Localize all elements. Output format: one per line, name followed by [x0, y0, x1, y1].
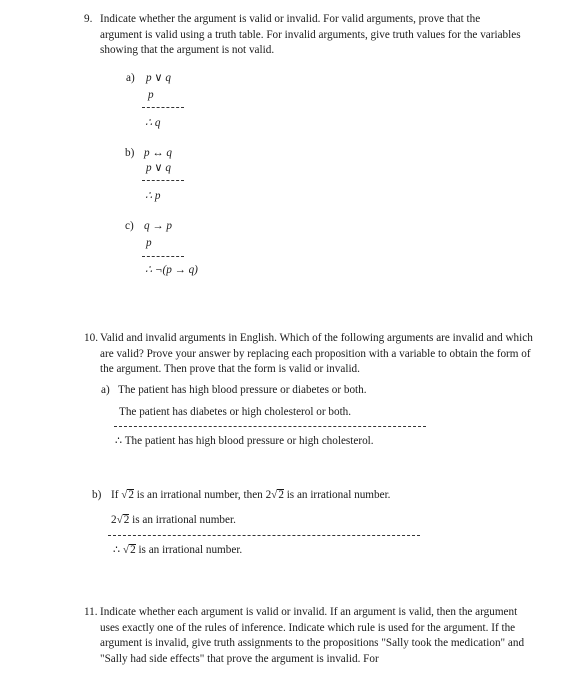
- part-label-9a: a): [126, 72, 135, 84]
- premise-1-9c: q → p: [144, 220, 172, 232]
- part-label-9c: c): [125, 220, 134, 232]
- radical-sign: √: [121, 489, 128, 501]
- question-number: 10.: [84, 332, 98, 344]
- text-span: is an irrational number.: [283, 489, 391, 501]
- radicand: 2: [130, 544, 136, 556]
- divider-line: [142, 180, 184, 181]
- premise-2-9a: p: [148, 89, 154, 101]
- divider-line: [108, 535, 420, 536]
- radicand: 2: [123, 514, 130, 526]
- question-text: Valid and invalid arguments in English. Which of the following arguments are invalid and which are valid? Prove your answer by replacing each proposition with a variable to obtain the form of the argument. Then prove that the form is valid or invalid.: [100, 332, 533, 375]
- question-text: Indicate whether the argument is valid or invalid. For valid arguments, prove that the argument is valid using a truth table. For invalid arguments, give truth values for the variables showing that the argument is not valid.: [100, 13, 521, 56]
- conclusion-9a: ∴ q: [145, 117, 161, 129]
- text-span: If: [111, 489, 122, 501]
- part-label-9b: b): [125, 147, 135, 159]
- text-span: is an irrational number.: [129, 514, 236, 526]
- premise-2-9b: p ∨ q: [146, 162, 171, 174]
- text-span: ∴: [113, 544, 123, 556]
- conclusion-9b: ∴ p: [145, 190, 161, 202]
- divider-line: [142, 256, 184, 257]
- part-label-10a: a): [101, 384, 110, 396]
- radical-sign: √: [122, 544, 130, 556]
- radicand: 2: [128, 489, 134, 501]
- premise-1-9a: p ∨ q: [146, 72, 171, 84]
- premise-2-9c: p: [146, 237, 152, 249]
- question-number: 11.: [84, 606, 98, 618]
- conclusion-10a: ∴ The patient has high blood pressure or high cholesterol.: [115, 435, 374, 447]
- premise-2-10b: [111, 513, 236, 527]
- question-11: [84, 605, 529, 667]
- question-10: [84, 331, 534, 378]
- premise-2-10a: The patient has diabetes or high cholesterol or both.: [119, 406, 352, 418]
- text-span: is an irrational number.: [135, 544, 243, 556]
- conclusion-10b: [113, 543, 242, 557]
- radical-sign: √: [116, 514, 123, 526]
- premise-1-10b: [111, 488, 390, 502]
- question-text: Indicate whether each argument is valid or invalid. If an argument is valid, then the argument uses exactly one of the rules of inference. Indicate which rule is used for the argument. If the argument is invalid, give truth assignments to the propositions "Sally took the medication" and "Sally had side effects" that prove the argument is invalid. For: [100, 606, 525, 665]
- divider-line: [114, 426, 426, 427]
- radical-sign: √: [271, 489, 278, 501]
- question-number: 9.: [84, 13, 93, 25]
- question-9: [84, 12, 524, 59]
- premise-1-9b: p ↔ q: [144, 147, 172, 159]
- text-span: is an irrational number, then 2: [133, 489, 272, 501]
- premise-1-10a: The patient has high blood pressure or diabetes or both.: [118, 384, 367, 396]
- text-span: 2: [111, 514, 117, 526]
- part-label-10b: b): [92, 489, 102, 501]
- divider-line: [142, 107, 184, 108]
- conclusion-9c: ∴ ¬(p → q): [145, 264, 198, 276]
- radicand: 2: [278, 489, 284, 501]
